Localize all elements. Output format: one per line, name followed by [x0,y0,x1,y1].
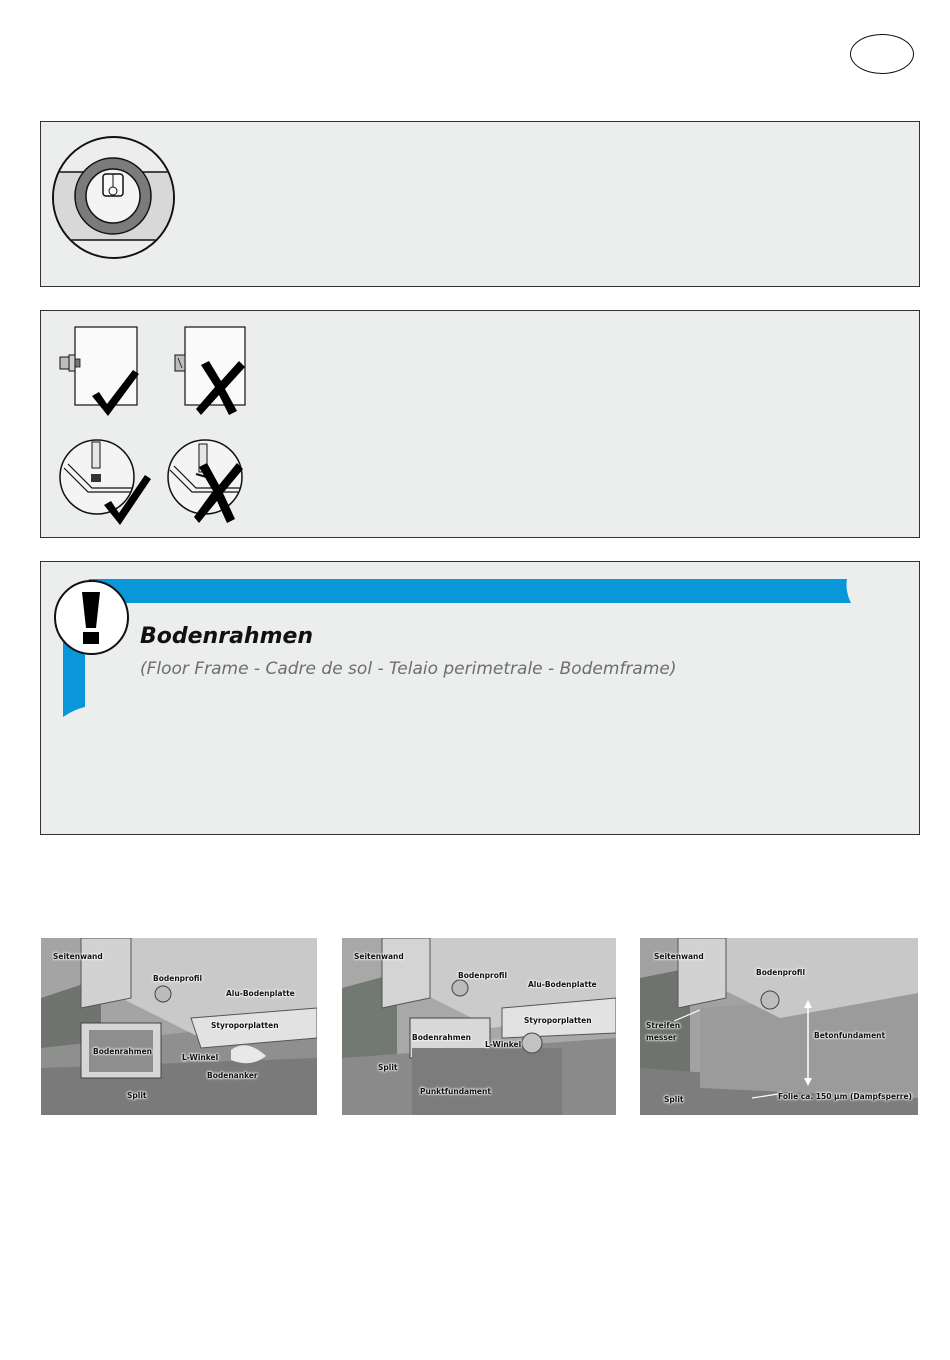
label-messer: messer [646,1033,677,1042]
check-mark-icon [101,471,153,527]
label-split: Split [127,1091,147,1100]
label-streifen: Streifen [646,1021,681,1030]
label-floor-frame: Bodenrahmen [93,1047,153,1056]
label-styrofoam-plates: Styroporplatten [211,1021,279,1030]
label-alu-floor-plate: Alu-Bodenplatte [226,989,295,998]
label-foil-vapor-barrier: Folie ca. 150 µm (Dampfsperre) [778,1092,912,1101]
exclamation-icon [54,580,129,655]
label-floor-profile: Bodenprofil [153,974,203,983]
cross-mark-icon [193,359,249,417]
section-subtitle: (Floor Frame - Cadre de sol - Telaio perimetrale - Bodemframe) [140,659,677,679]
label-point-foundation: Punktfundament [420,1087,491,1096]
label-floor-profile: Bodenprofil [458,971,508,980]
label-split: Split [664,1095,684,1104]
photo-floor-frame-split [41,938,317,1115]
photo-concrete-foundation [640,938,918,1115]
label-side-wall: Seitenwand [354,952,404,961]
cross-mark-icon [191,461,247,525]
label-floor-frame: Bodenrahmen [412,1033,472,1042]
spirit-level-icon [52,136,175,259]
label-l-bracket: L-Winkel [182,1053,219,1062]
page-number-badge [850,34,914,74]
bolt-instruction-panel [40,310,920,538]
label-floor-profile: Bodenprofil [756,968,806,977]
label-side-wall: Seitenwand [654,952,704,961]
label-ground-anchor: Bodenanker [207,1071,258,1080]
check-mark-icon [89,366,141,418]
label-concrete-foundation: Betonfundament [814,1031,886,1040]
photo-point-foundation [342,938,616,1115]
label-side-wall: Seitenwand [53,952,103,961]
label-styrofoam-plates: Styroporplatten [524,1016,592,1025]
floor-frame-panel [40,561,920,835]
section-title: Bodenrahmen [140,624,314,649]
level-instruction-panel [40,121,920,287]
label-split: Split [378,1063,398,1072]
label-alu-floor-plate: Alu-Bodenplatte [528,980,597,989]
label-l-bracket: L-Winkel [485,1040,522,1049]
